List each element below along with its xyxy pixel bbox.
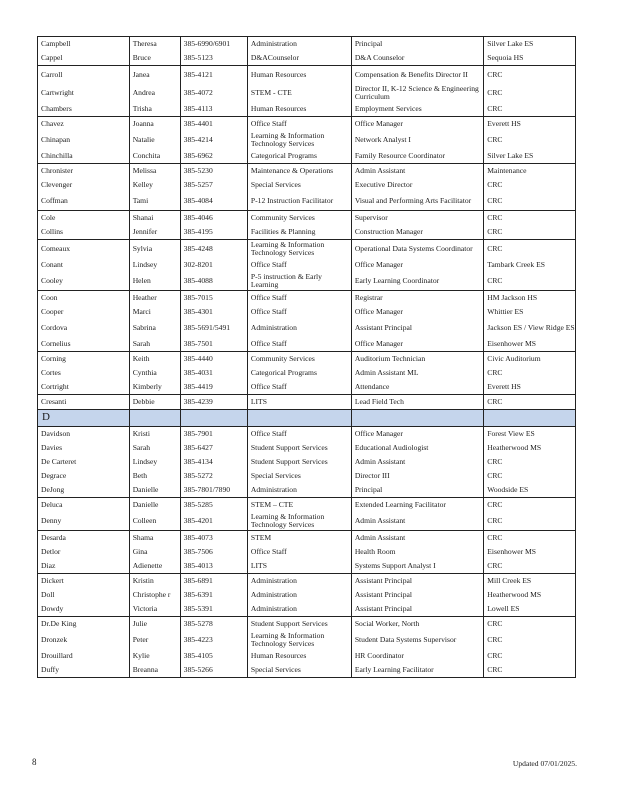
section-letter-row	[38, 410, 576, 427]
department-cell: Learning & Information Technology Services	[247, 631, 351, 649]
table-row	[38, 395, 576, 410]
first-name-cell: Kristin	[129, 574, 180, 589]
job-title-cell: Student Data Systems Supervisor	[351, 631, 483, 649]
department-cell: Office Staff	[247, 380, 351, 395]
job-title-cell: Compensation & Benefits Director II	[351, 66, 483, 85]
phone-cell: 385-6990/6901	[180, 37, 247, 52]
department-cell: Maintenance & Operations	[247, 164, 351, 179]
table-row	[38, 352, 576, 367]
job-title-cell: Attendance	[351, 380, 483, 395]
first-name-cell: Jennifer	[129, 225, 180, 240]
table-row	[38, 291, 576, 306]
first-name-cell: Keith	[129, 352, 180, 367]
phone-cell: 385-5285	[180, 498, 247, 513]
phone-cell: 385-5266	[180, 663, 247, 678]
table-row	[38, 102, 576, 117]
location-cell: CRC	[484, 455, 576, 469]
job-title-cell: Office Manager	[351, 117, 483, 132]
first-name-cell: Shama	[129, 531, 180, 546]
last-name-cell: Cooley	[38, 272, 130, 291]
job-title-cell: Lead Field Tech	[351, 395, 483, 410]
first-name-cell: Beth	[129, 469, 180, 483]
last-name-cell: Corning	[38, 352, 130, 367]
first-name-cell: Sylvia	[129, 240, 180, 259]
last-name-cell: Cornelius	[38, 337, 130, 352]
department-cell: Student Support Services	[247, 441, 351, 455]
first-name-cell: Bruce	[129, 51, 180, 66]
location-cell: Silver Lake ES	[484, 149, 576, 164]
last-name-cell: Denny	[38, 512, 130, 531]
last-name-cell: Davidson	[38, 427, 130, 442]
department-cell: Office Staff	[247, 258, 351, 272]
last-name-cell: Conant	[38, 258, 130, 272]
last-name-cell: Diaz	[38, 559, 130, 574]
phone-cell: 385-4013	[180, 559, 247, 574]
phone-cell: 385-4134	[180, 455, 247, 469]
phone-cell: 385-4214	[180, 131, 247, 149]
last-name-cell: Davies	[38, 441, 130, 455]
job-title-cell: Systems Support Analyst I	[351, 559, 483, 574]
department-cell: P-5 instruction & Early Learning	[247, 272, 351, 291]
table-row	[38, 192, 576, 211]
location-cell: Civic Auditorium	[484, 352, 576, 367]
job-title-cell: Admin Assistant	[351, 164, 483, 179]
last-name-cell: Deluca	[38, 498, 130, 513]
phone-cell: 385-7015	[180, 291, 247, 306]
last-name-cell: Dowdy	[38, 602, 130, 617]
directory-rows	[38, 37, 576, 678]
location-cell: CRC	[484, 225, 576, 240]
section-letter-empty-cell	[247, 410, 351, 427]
table-row	[38, 149, 576, 164]
table-row	[38, 37, 576, 52]
first-name-cell: Theresa	[129, 37, 180, 52]
phone-cell: 385-4073	[180, 531, 247, 546]
job-title-cell: Director II, K-12 Science & Engineering Curriculum	[351, 84, 483, 102]
phone-cell: 385-4084	[180, 192, 247, 211]
section-letter-empty-cell	[351, 410, 483, 427]
department-cell: LITS	[247, 395, 351, 410]
first-name-cell: Heather	[129, 291, 180, 306]
department-cell: Student Support Services	[247, 617, 351, 632]
job-title-cell: Assistant Principal	[351, 602, 483, 617]
job-title-cell: Early Learning Facilitator	[351, 663, 483, 678]
location-cell: Everett HS	[484, 380, 576, 395]
first-name-cell: Julie	[129, 617, 180, 632]
location-cell: HM Jackson HS	[484, 291, 576, 306]
first-name-cell: Conchita	[129, 149, 180, 164]
department-cell: Community Services	[247, 352, 351, 367]
phone-cell: 385-4113	[180, 102, 247, 117]
table-row	[38, 225, 576, 240]
last-name-cell: Degrace	[38, 469, 130, 483]
table-row	[38, 531, 576, 546]
job-title-cell: Health Room	[351, 545, 483, 559]
phone-cell: 385-4223	[180, 631, 247, 649]
first-name-cell: Sarah	[129, 337, 180, 352]
phone-cell: 385-6891	[180, 574, 247, 589]
first-name-cell: Natalie	[129, 131, 180, 149]
location-cell: CRC	[484, 131, 576, 149]
department-cell: Administration	[247, 602, 351, 617]
table-row	[38, 84, 576, 102]
job-title-cell: Office Manager	[351, 258, 483, 272]
location-cell: Whittier ES	[484, 305, 576, 319]
location-cell: Heatherwood MS	[484, 441, 576, 455]
location-cell: CRC	[484, 240, 576, 259]
department-cell: Administration	[247, 319, 351, 337]
table-row	[38, 258, 576, 272]
department-cell: Office Staff	[247, 117, 351, 132]
last-name-cell: Chambers	[38, 102, 130, 117]
last-name-cell: Drouillard	[38, 649, 130, 663]
location-cell: Jackson ES / View Ridge ES	[484, 319, 576, 337]
first-name-cell: Trisha	[129, 102, 180, 117]
location-cell: CRC	[484, 272, 576, 291]
first-name-cell: Kimberly	[129, 380, 180, 395]
job-title-cell: Employment Services	[351, 102, 483, 117]
phone-cell: 385-4072	[180, 84, 247, 102]
department-cell: Special Services	[247, 663, 351, 678]
location-cell: Everett HS	[484, 117, 576, 132]
table-row	[38, 305, 576, 319]
department-cell: Community Services	[247, 211, 351, 226]
last-name-cell: Cartwright	[38, 84, 130, 102]
last-name-cell: Chavez	[38, 117, 130, 132]
last-name-cell: Chinchilla	[38, 149, 130, 164]
department-cell: Learning & Information Technology Services	[247, 512, 351, 531]
table-row	[38, 211, 576, 226]
last-name-cell: Cappel	[38, 51, 130, 66]
table-row	[38, 380, 576, 395]
table-row	[38, 631, 576, 649]
phone-cell: 385-4201	[180, 512, 247, 531]
phone-cell: 385-5123	[180, 51, 247, 66]
last-name-cell: Dronzek	[38, 631, 130, 649]
job-title-cell: Operational Data Systems Coordinator	[351, 240, 483, 259]
last-name-cell: Dr.De King	[38, 617, 130, 632]
department-cell: STEM - CTE	[247, 84, 351, 102]
last-name-cell: Coon	[38, 291, 130, 306]
table-row	[38, 574, 576, 589]
updated-date: Updated 07/01/2025.	[512, 759, 577, 768]
phone-cell: 385-4105	[180, 649, 247, 663]
table-row	[38, 272, 576, 291]
job-title-cell: Assistant Principal	[351, 588, 483, 602]
table-row	[38, 483, 576, 498]
table-row	[38, 649, 576, 663]
location-cell: CRC	[484, 631, 576, 649]
department-cell: Learning & Information Technology Services	[247, 131, 351, 149]
table-row	[38, 559, 576, 574]
table-row	[38, 617, 576, 632]
last-name-cell: Cortright	[38, 380, 130, 395]
location-cell: CRC	[484, 395, 576, 410]
first-name-cell: Kelley	[129, 178, 180, 192]
table-row	[38, 366, 576, 380]
last-name-cell: Cordova	[38, 319, 130, 337]
job-title-cell: Extended Learning Facilitator	[351, 498, 483, 513]
last-name-cell: Collins	[38, 225, 130, 240]
location-cell: Tambark Creek ES	[484, 258, 576, 272]
last-name-cell: De Carteret	[38, 455, 130, 469]
location-cell: CRC	[484, 663, 576, 678]
first-name-cell: Sarah	[129, 441, 180, 455]
job-title-cell: Office Manager	[351, 337, 483, 352]
phone-cell: 385-5257	[180, 178, 247, 192]
section-letter-empty-cell	[129, 410, 180, 427]
table-row	[38, 51, 576, 66]
last-name-cell: Cresanti	[38, 395, 130, 410]
last-name-cell: Cole	[38, 211, 130, 226]
department-cell: Administration	[247, 588, 351, 602]
job-title-cell: Executive Director	[351, 178, 483, 192]
first-name-cell: Lindsey	[129, 258, 180, 272]
department-cell: LITS	[247, 559, 351, 574]
last-name-cell: Cortes	[38, 366, 130, 380]
table-row	[38, 117, 576, 132]
job-title-cell: Admin Assistant	[351, 455, 483, 469]
location-cell: CRC	[484, 531, 576, 546]
phone-cell: 385-7801/7890	[180, 483, 247, 498]
table-row	[38, 66, 576, 85]
last-name-cell: Desarda	[38, 531, 130, 546]
phone-cell: 385-7901	[180, 427, 247, 442]
first-name-cell: Marci	[129, 305, 180, 319]
department-cell: Learning & Information Technology Services	[247, 240, 351, 259]
job-title-cell: Assistant Principal	[351, 574, 483, 589]
last-name-cell: Carroll	[38, 66, 130, 85]
location-cell: Lowell ES	[484, 602, 576, 617]
table-row	[38, 164, 576, 179]
last-name-cell: DeJong	[38, 483, 130, 498]
first-name-cell: Christophe r	[129, 588, 180, 602]
last-name-cell: Dickert	[38, 574, 130, 589]
job-title-cell: Supervisor	[351, 211, 483, 226]
first-name-cell: Debbie	[129, 395, 180, 410]
job-title-cell: Social Worker, North	[351, 617, 483, 632]
department-cell: Office Staff	[247, 305, 351, 319]
location-cell: CRC	[484, 211, 576, 226]
department-cell: Office Staff	[247, 545, 351, 559]
phone-cell: 385-4239	[180, 395, 247, 410]
phone-cell: 385-4419	[180, 380, 247, 395]
location-cell: CRC	[484, 84, 576, 102]
job-title-cell: Director III	[351, 469, 483, 483]
first-name-cell: Colleen	[129, 512, 180, 531]
location-cell: Eisenhower MS	[484, 545, 576, 559]
phone-cell: 385-4121	[180, 66, 247, 85]
location-cell: Sequoia HS	[484, 51, 576, 66]
location-cell: Maintenance	[484, 164, 576, 179]
first-name-cell: Adienette	[129, 559, 180, 574]
phone-cell: 385-7506	[180, 545, 247, 559]
last-name-cell: Detlor	[38, 545, 130, 559]
first-name-cell: Helen	[129, 272, 180, 291]
phone-cell: 302-8201	[180, 258, 247, 272]
department-cell: Categorical Programs	[247, 149, 351, 164]
job-title-cell: Early Learning Coordinator	[351, 272, 483, 291]
phone-cell: 385-5272	[180, 469, 247, 483]
first-name-cell: Joanna	[129, 117, 180, 132]
job-title-cell: Visual and Performing Arts Facilitator	[351, 192, 483, 211]
first-name-cell: Kristi	[129, 427, 180, 442]
table-row	[38, 427, 576, 442]
phone-cell: 385-4440	[180, 352, 247, 367]
department-cell: STEM	[247, 531, 351, 546]
job-title-cell: Admin Assistant	[351, 531, 483, 546]
phone-cell: 385-4046	[180, 211, 247, 226]
table-row	[38, 545, 576, 559]
first-name-cell: Andrea	[129, 84, 180, 102]
job-title-cell: Office Manager	[351, 427, 483, 442]
table-row	[38, 498, 576, 513]
first-name-cell: Lindsey	[129, 455, 180, 469]
phone-cell: 385-5278	[180, 617, 247, 632]
department-cell: Special Services	[247, 178, 351, 192]
job-title-cell: Network Analyst I	[351, 131, 483, 149]
table-row	[38, 131, 576, 149]
location-cell: CRC	[484, 649, 576, 663]
last-name-cell: Duffy	[38, 663, 130, 678]
department-cell: Office Staff	[247, 427, 351, 442]
location-cell: CRC	[484, 366, 576, 380]
location-cell: CRC	[484, 178, 576, 192]
first-name-cell: Cynthia	[129, 366, 180, 380]
staff-directory-table	[37, 36, 576, 678]
section-letter-empty-cell	[180, 410, 247, 427]
section-letter: D	[38, 410, 130, 427]
phone-cell: 385-6962	[180, 149, 247, 164]
last-name-cell: Doll	[38, 588, 130, 602]
job-title-cell: Family Resource Coordinator	[351, 149, 483, 164]
job-title-cell: HR Coordinator	[351, 649, 483, 663]
phone-cell: 385-4195	[180, 225, 247, 240]
first-name-cell: Melissa	[129, 164, 180, 179]
job-title-cell: Principal	[351, 37, 483, 52]
job-title-cell: Registrar	[351, 291, 483, 306]
table-row	[38, 469, 576, 483]
department-cell: Special Services	[247, 469, 351, 483]
department-cell: Human Resources	[247, 102, 351, 117]
location-cell: Mill Creek ES	[484, 574, 576, 589]
job-title-cell: D&A Counselor	[351, 51, 483, 66]
phone-cell: 385-4301	[180, 305, 247, 319]
first-name-cell: Tami	[129, 192, 180, 211]
last-name-cell: Comeaux	[38, 240, 130, 259]
phone-cell: 385-4088	[180, 272, 247, 291]
first-name-cell: Shanai	[129, 211, 180, 226]
job-title-cell: Assistant Principal	[351, 319, 483, 337]
first-name-cell: Peter	[129, 631, 180, 649]
job-title-cell: Principal	[351, 483, 483, 498]
department-cell: Office Staff	[247, 337, 351, 352]
phone-cell: 385-6391	[180, 588, 247, 602]
department-cell: Administration	[247, 574, 351, 589]
department-cell: Human Resources	[247, 66, 351, 85]
department-cell: Student Support Services	[247, 455, 351, 469]
section-letter-empty-cell	[484, 410, 576, 427]
last-name-cell: Chronister	[38, 164, 130, 179]
phone-cell: 385-4248	[180, 240, 247, 259]
first-name-cell: Janea	[129, 66, 180, 85]
location-cell: CRC	[484, 66, 576, 85]
last-name-cell: Chinapan	[38, 131, 130, 149]
first-name-cell: Victoria	[129, 602, 180, 617]
phone-cell: 385-6427	[180, 441, 247, 455]
table-row	[38, 240, 576, 259]
phone-cell: 385-5391	[180, 602, 247, 617]
table-row	[38, 178, 576, 192]
last-name-cell: Cooper	[38, 305, 130, 319]
table-row	[38, 455, 576, 469]
location-cell: Forest View ES	[484, 427, 576, 442]
job-title-cell: Office Manager	[351, 305, 483, 319]
last-name-cell: Clevenger	[38, 178, 130, 192]
location-cell: CRC	[484, 559, 576, 574]
location-cell: Woodside ES	[484, 483, 576, 498]
location-cell: Heatherwood MS	[484, 588, 576, 602]
table-row	[38, 337, 576, 352]
department-cell: Facilities & Planning	[247, 225, 351, 240]
location-cell: Silver Lake ES	[484, 37, 576, 52]
first-name-cell: Danielle	[129, 483, 180, 498]
last-name-cell: Campbell	[38, 37, 130, 52]
first-name-cell: Sabrina	[129, 319, 180, 337]
last-name-cell: Coffman	[38, 192, 130, 211]
table-row	[38, 319, 576, 337]
phone-cell: 385-4401	[180, 117, 247, 132]
location-cell: CRC	[484, 192, 576, 211]
first-name-cell: Kylie	[129, 649, 180, 663]
location-cell: CRC	[484, 469, 576, 483]
location-cell: CRC	[484, 512, 576, 531]
location-cell: CRC	[484, 617, 576, 632]
table-row	[38, 588, 576, 602]
department-cell: Office Staff	[247, 291, 351, 306]
first-name-cell: Breanna	[129, 663, 180, 678]
location-cell: Eisenhower MS	[484, 337, 576, 352]
department-cell: P-12 Instruction Facilitator	[247, 192, 351, 211]
table-row	[38, 512, 576, 531]
job-title-cell: Admin Assistant ML	[351, 366, 483, 380]
department-cell: STEM – CTE	[247, 498, 351, 513]
page-number: 8	[32, 757, 37, 767]
phone-cell: 385-4031	[180, 366, 247, 380]
department-cell: Administration	[247, 37, 351, 52]
phone-cell: 385-5691/5491	[180, 319, 247, 337]
department-cell: Administration	[247, 483, 351, 498]
job-title-cell: Auditorium Technician	[351, 352, 483, 367]
job-title-cell: Admin Assistant	[351, 512, 483, 531]
location-cell: CRC	[484, 498, 576, 513]
phone-cell: 385-7501	[180, 337, 247, 352]
job-title-cell: Construction Manager	[351, 225, 483, 240]
table-row	[38, 663, 576, 678]
phone-cell: 385-5230	[180, 164, 247, 179]
department-cell: Categorical Programs	[247, 366, 351, 380]
location-cell: CRC	[484, 102, 576, 117]
department-cell: Human Resources	[247, 649, 351, 663]
first-name-cell: Danielle	[129, 498, 180, 513]
table-row	[38, 441, 576, 455]
first-name-cell: Gina	[129, 545, 180, 559]
job-title-cell: Educational Audiologist	[351, 441, 483, 455]
table-row	[38, 602, 576, 617]
department-cell: D&ACounselor	[247, 51, 351, 66]
